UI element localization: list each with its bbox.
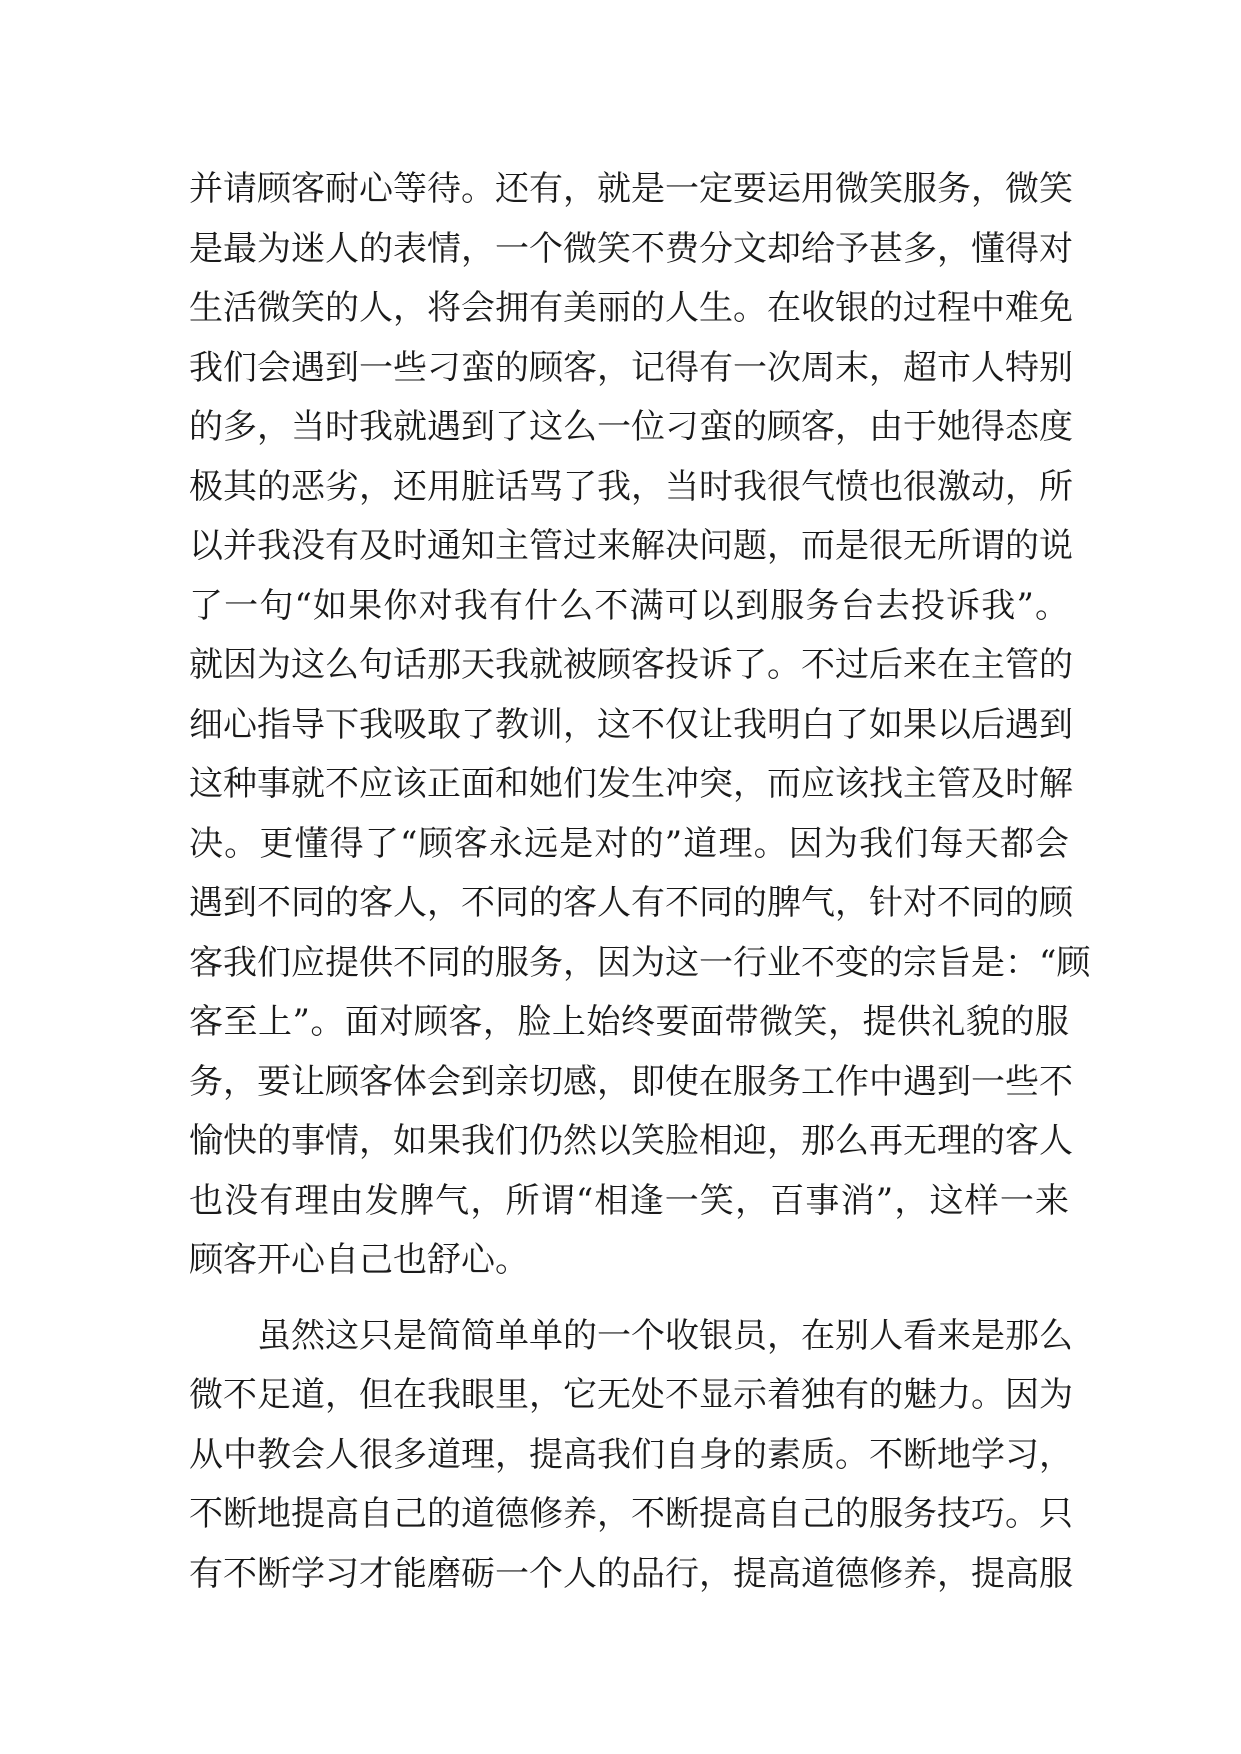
text-line: 是最为迷人的表情，一个微笑不费分文却给予甚多，懂得对: [189, 228, 1073, 269]
text-line: 顾客开心自己也舒心。: [189, 1240, 529, 1280]
text-line: 客我们应提供不同的服务，因为这一行业不变的宗旨是：“顾: [189, 942, 1091, 983]
text-line: 并请顾客耐心等待。还有，就是一定要运用微笑服务，微笑: [189, 169, 1073, 209]
text-line: 这种事就不应该正面和她们发生冲突，而应该找主管及时解: [189, 764, 1073, 804]
text-line: 了一句“如果你对我有什么不满可以到服务台去投诉我”。: [189, 585, 1069, 626]
text-line: 虽然这只是简简单单的一个收银员，在别人看来是那么: [257, 1315, 1073, 1356]
text-line: 就因为这么句话那天我就被顾客投诉了。不过后来在主管的: [189, 645, 1073, 685]
paragraph-1: [189, 160, 1091, 1291]
text-line: 细心指导下我吸取了教训，这不仅让我明白了如果以后遇到: [189, 704, 1073, 745]
text-line: 以并我没有及时通知主管过来解决问题，而是很无所谓的说: [189, 526, 1073, 566]
text-line: 极其的恶劣，还用脏话骂了我，当时我很气愤也很激动，所: [189, 466, 1073, 507]
paragraph-2: [189, 1307, 1073, 1605]
document-body: [189, 160, 1091, 1604]
text-line: 决。更懂得了“顾客永远是对的”道理。因为我们每天都会: [189, 823, 1069, 864]
text-line: 不断地提高自己的道德修养，不断提高自己的服务技巧。只: [189, 1494, 1073, 1534]
text-line: 遇到不同的客人，不同的客人有不同的脾气，针对不同的顾: [189, 883, 1073, 923]
text-line: 客至上”。面对顾客，脸上始终要面带微笑，提供礼貌的服: [189, 1002, 1069, 1042]
text-line: 的多，当时我就遇到了这么一位刁蛮的顾客，由于她得态度: [189, 407, 1073, 447]
text-line: 有不断学习才能磨砺一个人的品行，提高道德修养，提高服: [189, 1553, 1073, 1594]
text-line: 生活微笑的人，将会拥有美丽的人生。在收银的过程中难免: [189, 288, 1073, 328]
text-line: 微不足道，但在我眼里，它无处不显示着独有的魅力。因为: [189, 1375, 1073, 1415]
text-line: 务，要让顾客体会到亲切感，即使在服务工作中遇到一些不: [189, 1061, 1073, 1102]
text-line: 我们会遇到一些刁蛮的顾客，记得有一次周末，超市人特别: [189, 347, 1073, 388]
text-line: 从中教会人很多道理，提高我们自身的素质。不断地学习，: [189, 1434, 1073, 1475]
text-line: 愉快的事情，如果我们仍然以笑脸相迎，那么再无理的客人: [189, 1121, 1073, 1161]
text-line: 也没有理由发脾气，所谓“相逢一笑，百事消”，这样一来: [189, 1180, 1069, 1221]
paragraph-spacer: [189, 1291, 1069, 1307]
